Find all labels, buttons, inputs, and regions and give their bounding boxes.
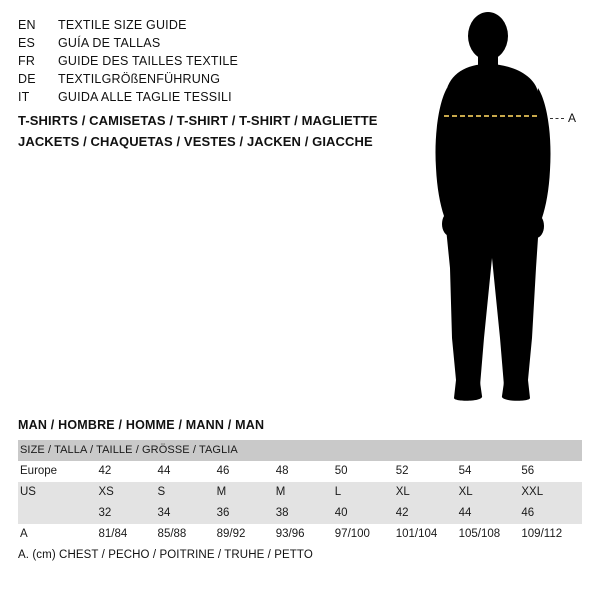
body-figure bbox=[400, 8, 600, 408]
cell: 36 bbox=[215, 503, 274, 524]
table-header-label: SIZE / TALLA / TAILLE / GRÖSSE / TAGLIA bbox=[18, 440, 582, 461]
cell: 101/104 bbox=[394, 524, 457, 545]
language-code: EN bbox=[18, 18, 36, 32]
table-title: MAN / HOMBRE / HOMME / MANN / MAN bbox=[18, 418, 265, 432]
language-title: TEXTILGRÖßENFÜHRUNG bbox=[58, 72, 221, 86]
row-label: A bbox=[18, 524, 96, 545]
cell: 97/100 bbox=[333, 524, 394, 545]
cell: 42 bbox=[394, 503, 457, 524]
cell: 52 bbox=[394, 461, 457, 482]
cell: 42 bbox=[96, 461, 155, 482]
male-silhouette-icon bbox=[400, 8, 600, 408]
cell: XL bbox=[457, 482, 520, 503]
size-table bbox=[18, 440, 582, 545]
cell: XS bbox=[96, 482, 155, 503]
language-title: GUIDA ALLE TAGLIE TESSILI bbox=[58, 90, 232, 104]
cell: 50 bbox=[333, 461, 394, 482]
cell: 89/92 bbox=[215, 524, 274, 545]
cell: 48 bbox=[274, 461, 333, 482]
cell: 32 bbox=[96, 503, 155, 524]
language-row bbox=[18, 70, 388, 88]
cell: 81/84 bbox=[96, 524, 155, 545]
category-block bbox=[18, 110, 398, 152]
cell: 56 bbox=[519, 461, 582, 482]
row-label: US bbox=[18, 482, 96, 503]
cell: 34 bbox=[156, 503, 215, 524]
cell: 46 bbox=[215, 461, 274, 482]
cell: 44 bbox=[156, 461, 215, 482]
cell: 109/112 bbox=[519, 524, 582, 545]
cell: 44 bbox=[457, 503, 520, 524]
cell: 105/108 bbox=[457, 524, 520, 545]
cell: 40 bbox=[333, 503, 394, 524]
language-header-block bbox=[18, 16, 388, 106]
cell: XL bbox=[394, 482, 457, 503]
language-row bbox=[18, 34, 388, 52]
cell: M bbox=[274, 482, 333, 503]
language-code: IT bbox=[18, 90, 30, 104]
language-code: DE bbox=[18, 72, 36, 86]
table-header-row bbox=[18, 440, 582, 461]
category-jackets: JACKETS / CHAQUETAS / VESTES / JACKEN / GIACCHE bbox=[18, 134, 373, 149]
footnote: A. (cm) CHEST / PECHO / POITRINE / TRUHE / PETTO bbox=[18, 549, 313, 561]
language-code: ES bbox=[18, 36, 36, 50]
language-row bbox=[18, 16, 388, 34]
language-row bbox=[18, 88, 388, 106]
language-code: FR bbox=[18, 54, 36, 68]
cell: 46 bbox=[519, 503, 582, 524]
cell: 93/96 bbox=[274, 524, 333, 545]
cell: S bbox=[156, 482, 215, 503]
cell: XXL bbox=[519, 482, 582, 503]
language-row bbox=[18, 52, 388, 70]
language-title: GUÍA DE TALLAS bbox=[58, 36, 161, 50]
category-tshirts: T-SHIRTS / CAMISETAS / T-SHIRT / T-SHIRT / MAGLIETTE bbox=[18, 113, 378, 128]
table-row bbox=[18, 524, 582, 545]
measure-label-a bbox=[550, 111, 577, 125]
table-row bbox=[18, 503, 582, 524]
table-row bbox=[18, 482, 582, 503]
cell: 85/88 bbox=[156, 524, 215, 545]
cell: L bbox=[333, 482, 394, 503]
measure-letter: A bbox=[568, 111, 577, 125]
language-title: GUIDE DES TAILLES TEXTILE bbox=[58, 54, 239, 68]
row-label: Europe bbox=[18, 461, 96, 482]
cell: 54 bbox=[457, 461, 520, 482]
language-title: TEXTILE SIZE GUIDE bbox=[58, 18, 187, 32]
table-row bbox=[18, 461, 582, 482]
cell: 38 bbox=[274, 503, 333, 524]
cell: M bbox=[215, 482, 274, 503]
row-label bbox=[18, 503, 96, 524]
measure-leader-line bbox=[550, 118, 564, 119]
